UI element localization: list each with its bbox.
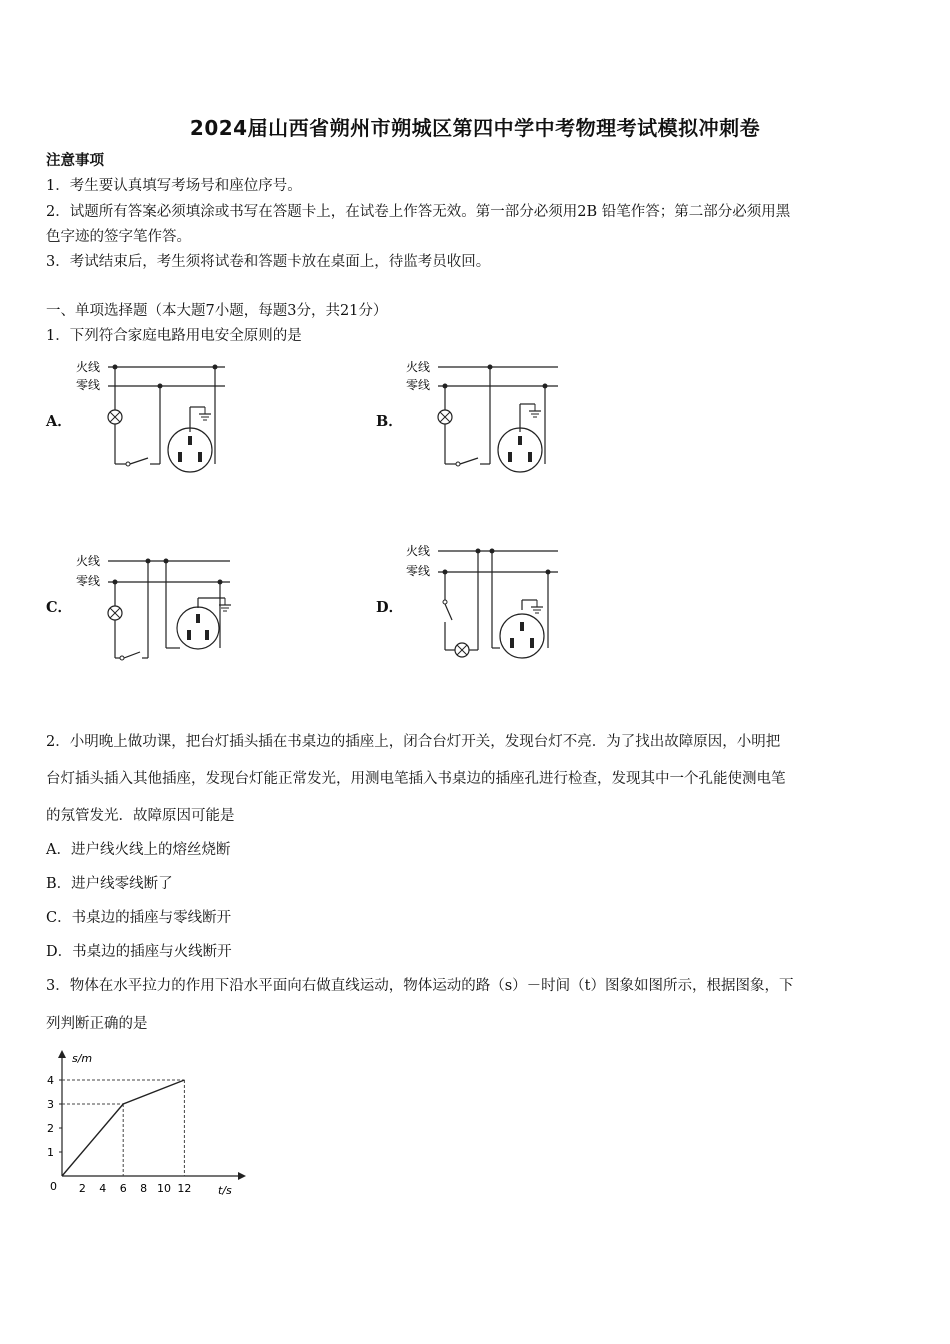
live-wire-label: 火线	[406, 360, 431, 374]
question-2-option-b: B．进户线零线断了	[46, 876, 173, 892]
option-c-label: C．	[46, 599, 73, 616]
question-3-line: 3．物体在水平拉力的作用下沿水平面向右做直线运动，物体运动的路（s）－时间（t）图象如图所示，根据图象，下	[46, 978, 794, 994]
notice-item: 3．考试结束后，考生须将试卷和答题卡放在桌面上，待监考员收回。	[46, 254, 491, 270]
circuit-diagram-b	[400, 352, 570, 482]
y-axis-arrow	[58, 1050, 66, 1058]
question-3-line: 列判断正确的是	[46, 1016, 148, 1032]
question-2-option-a: A．进户线火线上的熔丝烧断	[46, 842, 231, 858]
notice-item: 色字迹的签字笔作答。	[46, 229, 191, 245]
live-wire-label: 火线	[76, 360, 101, 374]
page-title: 2024届山西省朔州市朔城区第四中学中考物理考试模拟冲刺卷	[189, 116, 761, 140]
notice-item: 2．试题所有答案必须填涂或书写在答题卡上，在试卷上作答无效。第一部分必须用2B 铅笔作答；第二部分必须用黑	[46, 204, 791, 220]
live-wire-label: 火线	[76, 554, 101, 568]
y-tick-label: 3	[47, 1098, 54, 1111]
question-1-stem: 1．下列符合家庭电路用电安全原则的是	[46, 328, 302, 344]
notice-heading: 注意事项	[46, 152, 104, 169]
y-tick-label: 2	[47, 1122, 54, 1135]
x-tick-label: 2	[78, 1182, 86, 1195]
question-2-option-c: C．书桌边的插座与零线断开	[46, 910, 232, 926]
x-tick-label: 6	[119, 1182, 127, 1195]
option-d-label: D．	[376, 599, 404, 616]
x-axis-arrow	[238, 1172, 246, 1180]
question-2-line: 2．小明晚上做功课，把台灯插头插在书桌边的插座上，闭合台灯开关，发现台灯不亮．为了找出故障原因，小明把	[46, 734, 781, 750]
circuit-diagram-c	[70, 548, 250, 678]
x-axis-label: t/s	[218, 1184, 232, 1197]
y-axis-label: s/m	[72, 1052, 93, 1065]
x-tick-label: 4	[99, 1182, 107, 1195]
y-tick-label: 1	[47, 1146, 54, 1159]
circuit-diagram-d	[400, 538, 570, 668]
origin-label: 0	[50, 1180, 57, 1193]
question-2-line: 台灯插头插入其他插座，发现台灯能正常发光，用测电笔插入书桌边的插座孔进行检查，发现其中一个孔能使测电笔	[46, 771, 786, 787]
y-tick-label: 4	[47, 1074, 54, 1087]
neutral-wire-label: 零线	[76, 574, 101, 588]
x-tick-label: 12	[177, 1182, 192, 1195]
notice-item: 1．考生要认真填写考场号和座位序号。	[46, 178, 302, 194]
distance-time-chart	[42, 1048, 252, 1208]
circuit-diagram-a	[70, 352, 240, 482]
x-tick-label: 8	[140, 1182, 148, 1195]
live-wire-label: 火线	[406, 544, 431, 558]
option-a-label: A．	[46, 413, 72, 430]
neutral-wire-label: 零线	[406, 564, 431, 578]
question-2-line: 的氖管发光．故障原因可能是	[46, 808, 235, 824]
neutral-wire-label: 零线	[76, 378, 101, 392]
section-heading: 一、单项选择题（本大题7小题，每题3分，共21分）	[46, 303, 388, 319]
question-2-option-d: D．书桌边的插座与火线断开	[46, 944, 232, 960]
x-tick-label: 10	[157, 1182, 171, 1195]
neutral-wire-label: 零线	[406, 378, 431, 392]
option-b-label: B．	[376, 413, 403, 430]
